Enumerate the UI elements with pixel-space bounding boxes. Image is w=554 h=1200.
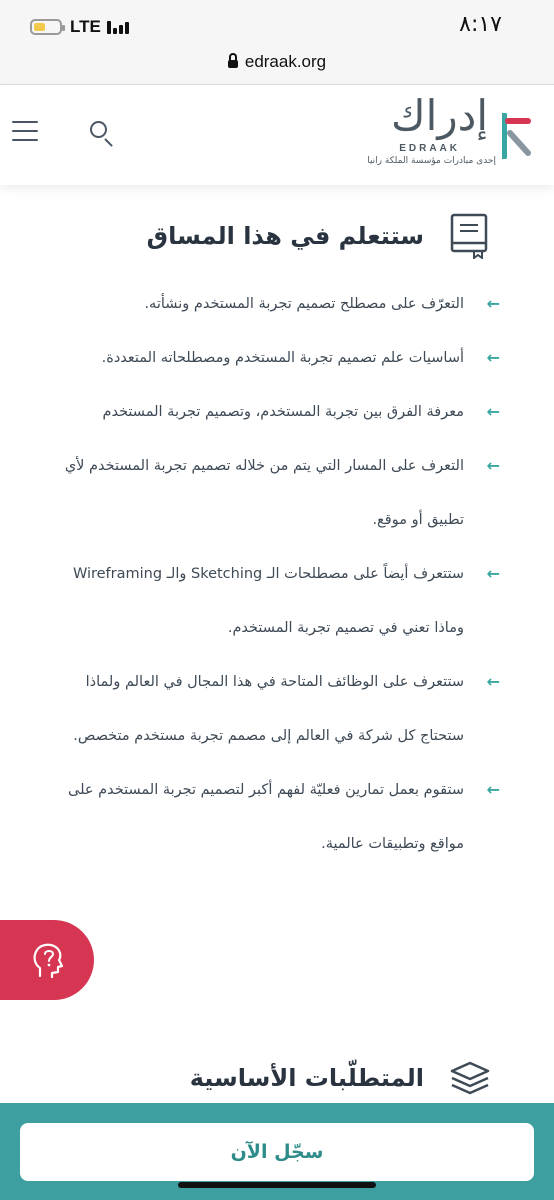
list-item: ← أساسيات علم تصميم تجربة المستخدم ومصطلحاته المتعددة. <box>60 331 500 385</box>
logo-mark-icon <box>502 113 532 159</box>
logo-english: EDRAAK <box>399 143 460 154</box>
site-header <box>0 85 554 185</box>
signal-icon <box>107 20 129 34</box>
list-item: ← معرفة الفرق بين تجربة المستخدم، وتصميم تجربة المستخدم <box>60 385 500 439</box>
home-indicator[interactable] <box>178 1182 376 1188</box>
logo-arabic: إدراك <box>391 91 488 140</box>
edraak-logo[interactable] <box>352 91 532 175</box>
layers-icon <box>450 1061 490 1095</box>
learn-list <box>60 277 500 871</box>
learn-section-title: ستتعلم في هذا المساق <box>146 222 424 250</box>
list-item: ← ستتعرف أيضاً على مصطلحات الـ Sketching والـ Wireframing وماذا تعني في تصميم تجربة المستخدم. <box>60 547 500 655</box>
status-bar <box>0 0 554 44</box>
url-bar[interactable] <box>0 44 554 85</box>
arrow-left-icon: ← <box>486 402 500 421</box>
carrier-label: LTE <box>70 17 101 36</box>
register-button[interactable]: سجّل الآن <box>20 1123 534 1181</box>
learn-section-header <box>147 213 490 259</box>
help-button[interactable] <box>0 920 94 1000</box>
arrow-left-icon: ← <box>486 294 500 313</box>
url-text[interactable]: edraak.org <box>244 52 327 71</box>
battery-icon <box>30 19 62 35</box>
list-item: ← التعرف على المسار التي يتم من خلاله تصميم تجربة المستخدم لأي تطبيق أو موقع. <box>60 439 500 547</box>
status-indicators <box>30 18 129 36</box>
search-icon[interactable] <box>90 121 114 145</box>
lock-icon <box>228 60 238 68</box>
menu-icon[interactable] <box>12 121 38 143</box>
list-item: ← التعرّف على مصطلح تصميم تجربة المستخدم ونشأته. <box>60 277 500 331</box>
status-time: ٨:١٧ <box>459 12 502 37</box>
logo-tagline: إحدى مبادرات مؤسسة الملكة رانيا <box>367 156 496 166</box>
arrow-left-icon: ← <box>486 672 500 691</box>
arrow-left-icon: ← <box>486 456 500 475</box>
list-item: ← ستتعرف على الوظائف المتاحة في هذا المجال في العالم ولماذا ستحتاج كل شركة في العالم إلى مصمم تجربة مستخدم متخصص. <box>60 655 500 763</box>
arrow-left-icon: ← <box>486 564 500 583</box>
help-icon <box>28 940 68 980</box>
book-icon <box>450 213 490 259</box>
arrow-left-icon: ← <box>486 348 500 367</box>
requirements-section-title: المتطلّبات الأساسية <box>189 1064 424 1092</box>
arrow-left-icon: ← <box>486 780 500 799</box>
requirements-section-header <box>190 1061 490 1095</box>
list-item: ← ستقوم بعمل تمارين فعليّة لفهم أكبر لتصميم تجربة المستخدم على مواقع وتطبيقات عالمية. <box>60 763 500 871</box>
